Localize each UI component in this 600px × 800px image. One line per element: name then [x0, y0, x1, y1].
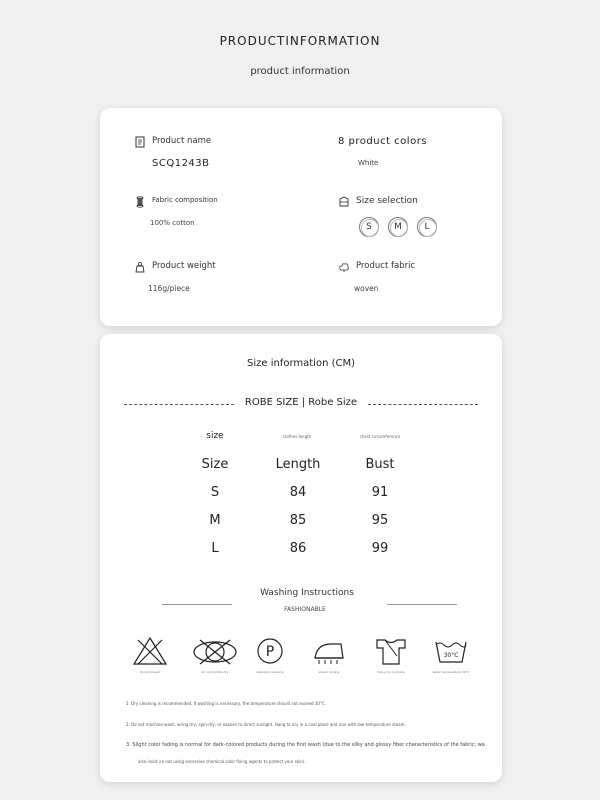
washing-title: Washing Instructions	[260, 588, 354, 598]
wash-30-icon	[433, 636, 469, 666]
sub-header-length: clothes length	[282, 434, 312, 439]
washing-divider-right	[387, 604, 457, 605]
header-size: Size	[201, 457, 229, 472]
iron-steam-caption: steam ironing	[318, 670, 340, 674]
no-bleach-caption: do not bleach	[139, 670, 161, 674]
document-icon	[134, 136, 146, 148]
row-l-bust: 99	[371, 541, 389, 556]
row-s-bust: 91	[371, 485, 389, 500]
washing-note-2: 2. Do not machine wash, wring dry, spin-dry, or expose to direct sunlight. Hang to dry in a cool place and iron with low-temperature steam.	[126, 722, 406, 727]
product-fabric-value: woven	[354, 284, 379, 293]
wash-30-caption: water temperature 30°C	[432, 670, 470, 674]
product-weight-value: 116g/piece	[148, 284, 190, 293]
row-m-length: 85	[289, 513, 307, 528]
product-fabric-label: Product fabric	[356, 261, 416, 271]
row-s-size: S	[210, 485, 220, 500]
page-subtitle: product information	[250, 66, 350, 77]
iron-steam-icon	[311, 636, 347, 666]
fabric-composition-label: Fabric composition	[152, 196, 218, 204]
size-s-option[interactable]: S	[359, 217, 379, 237]
fabric-cloud-icon	[338, 261, 350, 273]
row-s-length: 84	[289, 485, 307, 500]
no-bleach-icon	[132, 636, 168, 666]
dry-clean-caption: standard cleaning	[256, 670, 284, 674]
page-title: PRODUCTINFORMATION	[219, 34, 381, 48]
robe-size-label: ROBE SIZE | Robe Size	[244, 397, 358, 408]
product-info-card	[100, 108, 502, 326]
row-l-size: L	[211, 541, 219, 556]
washing-note-1: 1. Dry cleaning is recommended. If washing is necessary, the temperature should not exceed 30°C.	[126, 701, 326, 706]
header-bust: Bust	[365, 457, 395, 472]
dry-clean-p-icon	[252, 636, 288, 666]
sub-header-size: size	[206, 431, 224, 441]
wash-temp-label: 30°C	[443, 652, 459, 659]
product-name-label: Product name	[152, 136, 212, 146]
weight-scale-icon	[134, 261, 146, 273]
no-tumble-dry-icon	[192, 637, 238, 667]
dashed-divider-right	[368, 404, 478, 405]
row-m-bust: 95	[371, 513, 389, 528]
product-weight-label: Product weight	[152, 261, 216, 271]
size-info-card	[100, 334, 502, 782]
thread-spool-icon	[134, 196, 146, 208]
size-l-option[interactable]: L	[417, 217, 437, 237]
washing-divider-left	[162, 604, 232, 605]
hang-dry-icon	[373, 636, 409, 666]
colors-label: 8 product colors	[338, 136, 428, 147]
colors-value: White	[358, 159, 379, 167]
washing-note-3: 3. Slight color fading is normal for dark-colored products during the first wash (due to the silky and glossy fiber characteristics of the fabric; we	[126, 742, 485, 748]
tag-icon	[338, 196, 350, 208]
size-info-title: Size information (CM)	[246, 358, 355, 369]
svg-text:P: P	[265, 644, 275, 660]
row-l-length: 86	[289, 541, 307, 556]
row-m-size: M	[209, 513, 221, 528]
product-name-value: SCQ1243B	[152, 158, 210, 169]
sub-header-bust: chest circumference	[359, 434, 401, 439]
washing-note-4: also insist on not using excessive chemical color fixing agents to protect your skin).	[138, 759, 306, 764]
size-selection-label: Size selection	[356, 196, 418, 206]
no-tumble-dry-caption: do not tumble dry	[201, 670, 229, 674]
size-m-option[interactable]: M	[388, 217, 408, 237]
washing-subtitle: FASHIONABLE	[284, 606, 326, 613]
fabric-composition-value: 100% cotton	[150, 219, 195, 227]
header-length: Length	[275, 457, 321, 472]
hang-dry-caption: hang dry in shade	[377, 670, 405, 674]
